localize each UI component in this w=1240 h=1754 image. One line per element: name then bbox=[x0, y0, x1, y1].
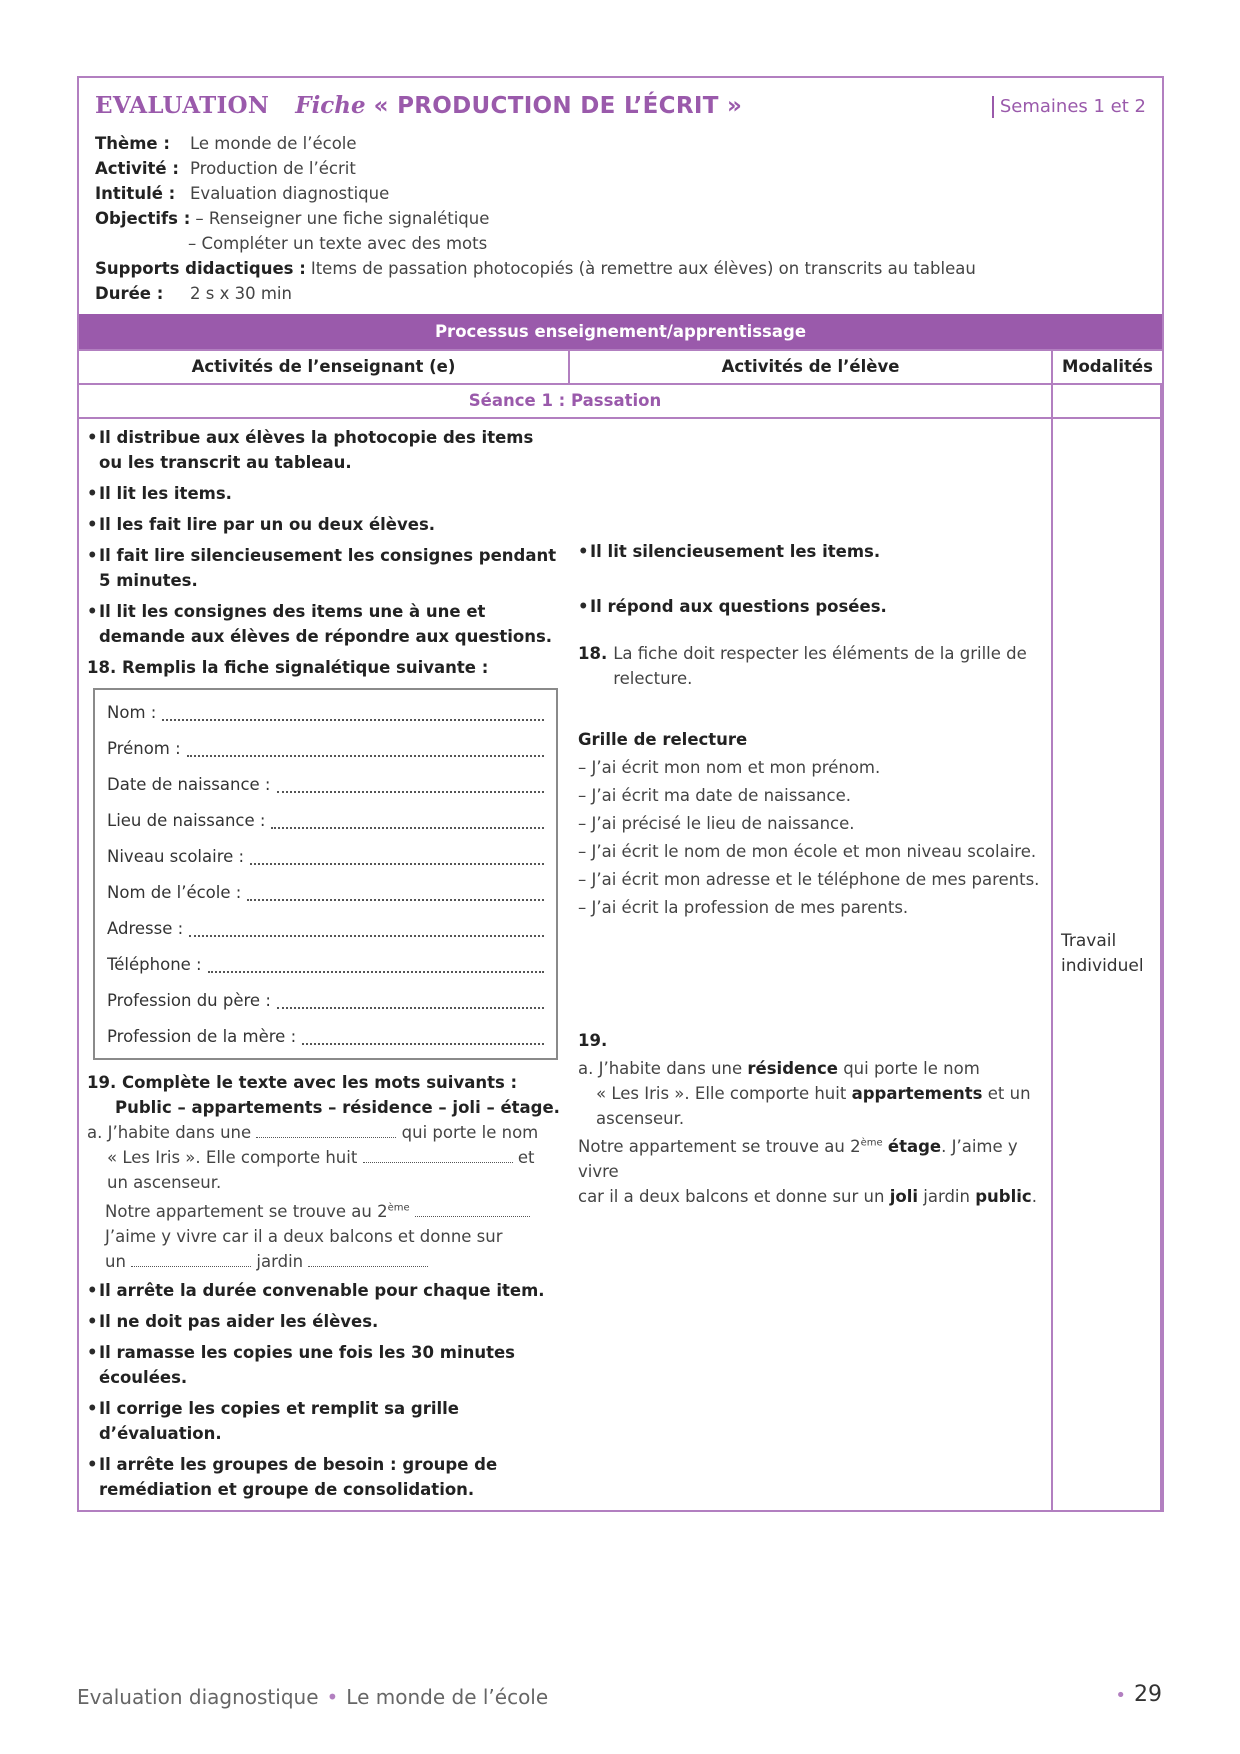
grille-item: – J’ai écrit mon nom et mon prénom. bbox=[578, 758, 881, 777]
sheet-header bbox=[79, 78, 1162, 314]
page-number: • 29 bbox=[1115, 1682, 1162, 1707]
answer-number: 18. bbox=[578, 644, 608, 663]
list-item: • Il corrige les copies et remplit sa grille d’évaluation. bbox=[87, 1396, 562, 1446]
answer-text: La fiche doit respecter les éléments de la grille de relecture. bbox=[613, 644, 1027, 688]
meta-duree bbox=[95, 281, 1146, 306]
exercise-line bbox=[87, 1120, 562, 1145]
footer-separator: • bbox=[326, 1685, 339, 1709]
form-line bbox=[107, 766, 544, 802]
form-label: Profession de la mère : bbox=[107, 1026, 297, 1046]
meta-key: Objectifs : bbox=[95, 209, 191, 228]
exercise-text: jardin bbox=[256, 1252, 304, 1271]
form-label: Téléphone : bbox=[107, 954, 202, 974]
meta-key: Activité : bbox=[95, 159, 179, 178]
teacher-activities bbox=[79, 417, 570, 1510]
list-item: • Il ramasse les copies une fois les 30 minutes écoulées. bbox=[87, 1340, 562, 1390]
answer-word: étage bbox=[887, 1137, 942, 1156]
meta-objectifs bbox=[95, 206, 1146, 231]
form-label: Prénom : bbox=[107, 738, 181, 758]
bullet-text: Il les fait lire par un ou deux élèves. bbox=[99, 515, 436, 534]
meta-key: Thème : bbox=[95, 134, 170, 153]
answer-text: car il a deux balcons et donne sur un bbox=[578, 1187, 885, 1206]
evaluation-sheet bbox=[77, 76, 1164, 1512]
form-line bbox=[107, 730, 544, 766]
meta-value: Le monde de l’école bbox=[190, 134, 357, 153]
form-line bbox=[107, 838, 544, 874]
activities-table bbox=[79, 349, 1162, 1510]
answer-line bbox=[578, 1081, 1043, 1106]
bullet-text: Il distribue aux élèves la photocopie des items ou les transcrit au tableau. bbox=[99, 428, 534, 472]
answer-line: ascenseur. bbox=[596, 1109, 685, 1128]
superscript: ème bbox=[387, 1202, 410, 1214]
form-label: Profession du père : bbox=[107, 990, 271, 1010]
form-label: Nom de l’école : bbox=[107, 882, 242, 902]
answer-text: . J’aime y vivre bbox=[578, 1137, 1018, 1181]
meta-value: Evaluation diagnostique bbox=[190, 184, 390, 203]
meta-activite bbox=[95, 156, 1146, 181]
exercise-text: un bbox=[105, 1252, 126, 1271]
exercise-text: « Les Iris ». Elle comporte huit bbox=[107, 1148, 358, 1167]
answer-text: « Les Iris ». Elle comporte huit bbox=[596, 1084, 847, 1103]
question-18: 18. Remplis la fiche signalétique suivante : bbox=[87, 658, 489, 677]
form-line bbox=[107, 1018, 544, 1054]
meta-intitule bbox=[95, 181, 1146, 206]
list-item: • Il arrête la durée convenable pour chaque item. bbox=[87, 1278, 562, 1303]
meta-key: Supports didactiques : bbox=[95, 259, 306, 278]
page-number-value: 29 bbox=[1134, 1682, 1162, 1707]
list-item: • Il distribue aux élèves la photocopie des items ou les transcrit au tableau. bbox=[87, 425, 562, 475]
form-label: Niveau scolaire : bbox=[107, 846, 245, 866]
modalites-line: Travail bbox=[1061, 931, 1117, 951]
seance-title: Séance 1 : Passation bbox=[79, 383, 1053, 417]
page-title bbox=[95, 92, 1146, 119]
form-line bbox=[107, 910, 544, 946]
list-item: • Il lit silencieusement les items. bbox=[578, 539, 1043, 564]
grille-item: – J’ai écrit la profession de mes parents. bbox=[578, 898, 909, 917]
list-item: • Il lit les consignes des items une à une et demande aux élèves de répondre aux questions. bbox=[87, 599, 562, 649]
form-label: Lieu de naissance : bbox=[107, 810, 266, 830]
footer-theme: Le monde de l’école bbox=[346, 1685, 549, 1709]
answer-line bbox=[578, 1056, 1043, 1081]
modalites-line: individuel bbox=[1061, 956, 1144, 976]
answer-19-number: 19. bbox=[578, 1031, 608, 1050]
bullet-text: Il corrige les copies et remplit sa grille d’évaluation. bbox=[99, 1399, 459, 1443]
footer-section: Evaluation diagnostique bbox=[77, 1685, 319, 1709]
header-modalites: Modalités bbox=[1053, 349, 1162, 383]
form-label: Nom : bbox=[107, 702, 157, 722]
answer-line bbox=[578, 1184, 1043, 1209]
question-19: 19. Complète le texte avec les mots suivants : bbox=[87, 1073, 518, 1092]
title-fiche: Fiche bbox=[295, 92, 366, 119]
exercise-line bbox=[87, 1145, 562, 1170]
list-item: • Il les fait lire par un ou deux élèves. bbox=[87, 512, 562, 537]
exercise-line bbox=[87, 1199, 562, 1224]
exercise-line bbox=[87, 1249, 562, 1274]
exercise-text: Notre appartement se trouve au 2 bbox=[105, 1202, 388, 1221]
header-teacher: Activités de l’enseignant (e) bbox=[79, 349, 570, 383]
question-19-words: Public – appartements – résidence – joli – étage. bbox=[115, 1098, 560, 1117]
title-production: « PRODUCTION DE L’ÉCRIT » bbox=[373, 93, 743, 119]
form-line bbox=[107, 982, 544, 1018]
meta-key: Intitulé : bbox=[95, 184, 176, 203]
form-line bbox=[107, 694, 544, 730]
answer-text: jardin bbox=[923, 1187, 970, 1206]
meta-key: Durée : bbox=[95, 284, 164, 303]
meta-block bbox=[95, 131, 1146, 306]
bullet-text: Il lit silencieusement les items. bbox=[590, 542, 881, 561]
list-item: • Il lit les items. bbox=[87, 481, 562, 506]
grille-item: – J’ai écrit mon adresse et le téléphone de mes parents. bbox=[578, 870, 1040, 889]
grille-title: Grille de relecture bbox=[578, 730, 748, 749]
blank bbox=[415, 1203, 530, 1217]
answer-text: a. J’habite dans une bbox=[578, 1059, 743, 1078]
answer-18 bbox=[578, 641, 1043, 691]
superscript: ème bbox=[860, 1137, 883, 1149]
exercise-text: et bbox=[517, 1148, 535, 1167]
form-line bbox=[107, 874, 544, 910]
process-band: Processus enseignement/apprentissage bbox=[79, 314, 1162, 349]
modalites-text bbox=[1061, 929, 1144, 979]
answer-text: . bbox=[1031, 1187, 1037, 1206]
title-evaluation: EVALUATION bbox=[95, 92, 270, 119]
meta-objectif-2: – Compléter un texte avec des mots bbox=[188, 234, 488, 253]
answer-line bbox=[578, 1134, 1043, 1184]
answer-text: qui porte le nom bbox=[843, 1059, 980, 1078]
exercise-text: qui porte le nom bbox=[401, 1123, 539, 1142]
exercise-line: un ascenseur. bbox=[107, 1173, 222, 1192]
meta-value: Production de l’écrit bbox=[190, 159, 356, 178]
exercise-line: J’aime y vivre car il a deux balcons et donne sur bbox=[105, 1227, 503, 1246]
answer-word: résidence bbox=[747, 1059, 838, 1078]
header-student: Activités de l’élève bbox=[570, 349, 1053, 383]
list-item: • Il arrête les groupes de besoin : groupe de remédiation et groupe de consolidation. bbox=[87, 1452, 562, 1502]
form-label: Date de naissance : bbox=[107, 774, 271, 794]
answer-text: et un bbox=[987, 1084, 1031, 1103]
grille-item: – J’ai écrit ma date de naissance. bbox=[578, 786, 851, 805]
meta-theme bbox=[95, 131, 1146, 156]
bullet-text: Il fait lire silencieusement les consignes pendant 5 minutes. bbox=[99, 546, 557, 590]
weeks-label: Semaines 1 et 2 bbox=[992, 96, 1146, 118]
list-item: • Il ne doit pas aider les élèves. bbox=[87, 1309, 562, 1334]
answer-word: appartements bbox=[851, 1084, 983, 1103]
list-item: • Il fait lire silencieusement les consignes pendant 5 minutes. bbox=[87, 543, 562, 593]
bullet-text: Il répond aux questions posées. bbox=[590, 597, 887, 616]
blank bbox=[131, 1253, 251, 1267]
blank bbox=[308, 1253, 428, 1267]
meta-supports bbox=[95, 256, 1146, 281]
bullet-text: Il lit les consignes des items une à une et demande aux élèves de répondre aux questions. bbox=[99, 602, 553, 646]
blank bbox=[256, 1124, 396, 1138]
bullet-text: Il ne doit pas aider les élèves. bbox=[99, 1312, 379, 1331]
meta-value: – Renseigner une fiche signalétique bbox=[195, 209, 490, 228]
blank bbox=[363, 1149, 513, 1163]
form-line bbox=[107, 802, 544, 838]
bullet-text: Il arrête la durée convenable pour chaque item. bbox=[99, 1281, 545, 1300]
form-line bbox=[107, 946, 544, 982]
form-label: Adresse : bbox=[107, 918, 184, 938]
modalites-cell bbox=[1053, 417, 1162, 1510]
bullet-text: Il lit les items. bbox=[99, 484, 232, 503]
grille-item: – J’ai précisé le lieu de naissance. bbox=[578, 814, 855, 833]
meta-value: 2 s x 30 min bbox=[190, 284, 292, 303]
seance-mod-empty bbox=[1053, 383, 1162, 417]
exercise-text: a. J’habite dans une bbox=[87, 1123, 252, 1142]
bullet-text: Il ramasse les copies une fois les 30 minutes écoulées. bbox=[99, 1343, 515, 1387]
answer-text: Notre appartement se trouve au 2 bbox=[578, 1137, 861, 1156]
answer-word: public bbox=[975, 1187, 1032, 1206]
meta-value: Items de passation photocopiés (à remettre aux élèves) on transcrits au tableau bbox=[310, 259, 976, 278]
student-activities bbox=[570, 417, 1053, 1510]
grille-item: – J’ai écrit le nom de mon école et mon niveau scolaire. bbox=[578, 842, 1037, 861]
answer-word: joli bbox=[889, 1187, 919, 1206]
page-footer bbox=[77, 1685, 548, 1709]
id-card-form bbox=[93, 688, 558, 1060]
bullet-text: Il arrête les groupes de besoin : groupe de remédiation et groupe de consolidation. bbox=[99, 1455, 498, 1499]
list-item: • Il répond aux questions posées. bbox=[578, 594, 1043, 619]
